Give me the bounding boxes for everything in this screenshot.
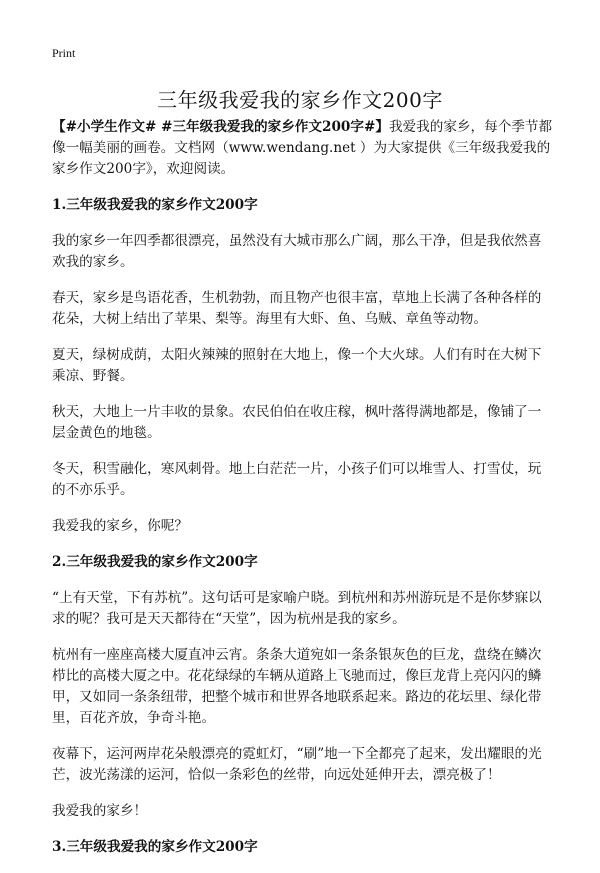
- section-1-paragraph-1: 我的家乡一年四季都很漂亮，虽然没有大城市那么广阔，那么干净，但是我依然喜欢我的家乡。: [52, 233, 542, 270]
- page-title: 三年级我爱我的家乡作文200字: [157, 88, 443, 112]
- intro-paragraph: [52, 117, 554, 180]
- section-2-paragraph-2: 杭州有一座座高楼大厦直冲云宵。条条大道宛如一条条银灰色的巨龙，盘绕在鳞次栉比的高楼大厦之中。花花绿绿的车辆从道路上飞驰而过，像巨龙背上亮闪闪的鳞甲，又如同一条条纽带，把整个城市和世界各地联系起来。路边的花坛里、绿化带里，百花齐放，争奇斗艳。: [52, 647, 542, 726]
- print-label: Print: [52, 46, 76, 60]
- section-2-paragraph-1: “上有天堂，下有苏杭”。这句话可是家喻户晓。到杭州和苏州游玩是不是你梦寐以求的呢？我可是天天都待在“天堂”，因为杭州是我的家乡。: [52, 590, 542, 627]
- section-1-heading: 1.三年级我爱我的家乡作文200字: [52, 197, 258, 213]
- section-2-paragraph-4: 我爱我的家乡！: [52, 803, 148, 819]
- section-1-paragraph-2: 春天，家乡是鸟语花香，生机勃勃，而且物产也很丰富，草地上长满了各种各样的花朵，大树上结出了苹果、梨等。海里有大虾、鱼、乌贼、章鱼等动物。: [52, 290, 542, 327]
- article-body: [52, 117, 554, 873]
- section-1-paragraph-4: 秋天，大地上一片丰收的景象。农民伯伯在收庄稼，枫叶落得满地都是，像铺了一层金黄色的地毯。: [52, 404, 542, 441]
- section-1-paragraph-5: 冬天，积雪融化，寒风刺骨。地上白茫茫一片，小孩子们可以堆雪人、打雪仗，玩的不亦乐乎。: [52, 461, 542, 498]
- intro-text: 我爱我的家乡，每个季节都像一幅美丽的画卷。文档网（www.wendang.net ）为大家提供《三年级我爱我的家乡作文200字》，欢迎阅读。: [52, 119, 553, 177]
- intro-tags: 【#小学生作文# #三年级我爱我的家乡作文200字#】: [52, 119, 389, 135]
- section-2-paragraph-3: 夜幕下，运河两岸花朵般漂亮的霓虹灯，“刷”地一下全都亮了起来，发出耀眼的光芒，波光荡漾的运河，恰似一条彩色的丝带，向远处延伸开去，漂亮极了！: [52, 746, 542, 783]
- section-2-heading: 2.三年级我爱我的家乡作文200字: [52, 554, 258, 570]
- section-1-paragraph-6: 我爱我的家乡，你呢？: [52, 518, 188, 534]
- section-1-paragraph-3: 夏天，绿树成荫，太阳火辣辣的照射在大地上，像一个大火球。人们有时在大树下乘凉、野餐。: [52, 347, 542, 384]
- section-3-heading: 3.三年级我爱我的家乡作文200字: [52, 839, 258, 855]
